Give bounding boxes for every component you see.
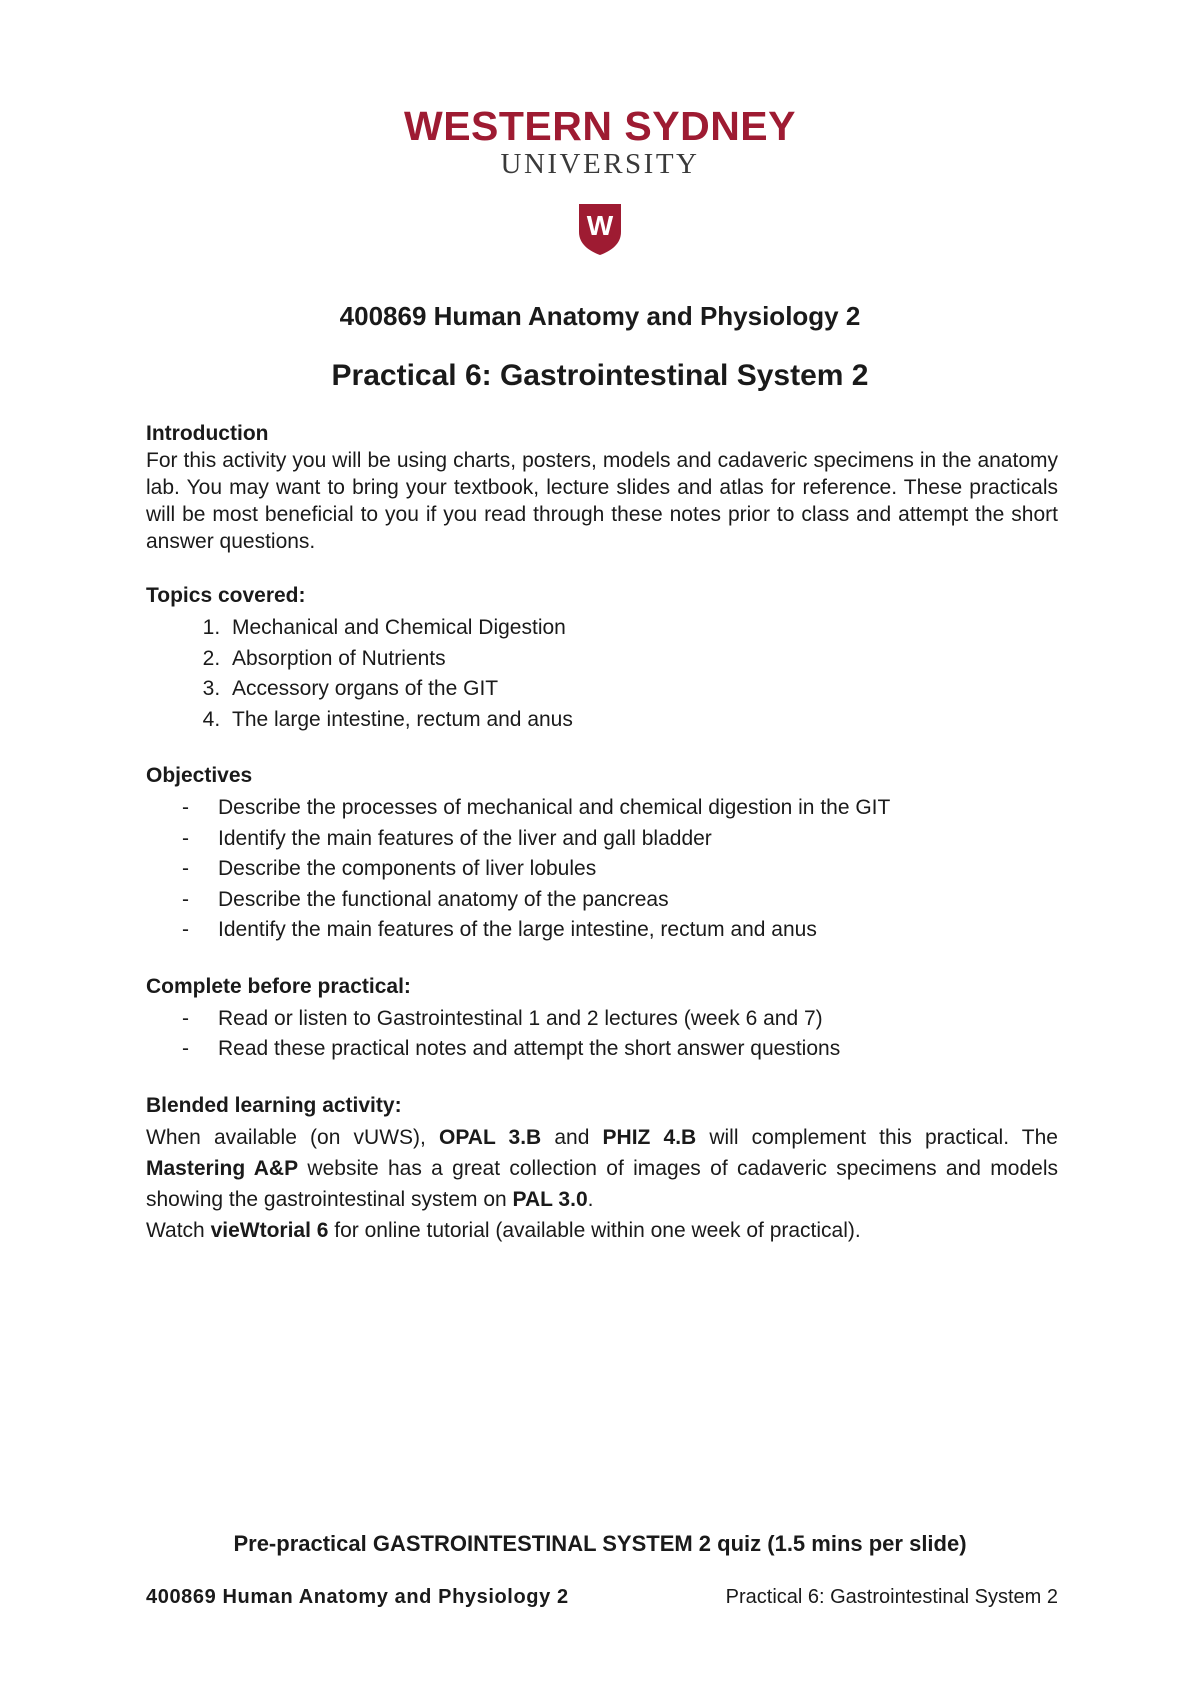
blended-paragraph <box>146 1122 1058 1215</box>
dash-bullet: - <box>182 1006 189 1030</box>
footer-practical: Practical 6: Gastrointestinal System 2 <box>725 1586 1058 1608</box>
page-footer <box>146 1586 1058 1614</box>
blended-text: Watch <box>146 1218 211 1242</box>
blended-phiz: PHIZ 4.B <box>602 1125 697 1149</box>
blended-heading: Blended learning activity: <box>146 1093 402 1117</box>
list-item: 2. Absorption of Nutrients <box>226 644 1058 675</box>
list-item: 1. Mechanical and Chemical Digestion <box>226 613 1058 644</box>
list-item-text: Describe the components of liver lobules <box>218 857 597 880</box>
objectives-heading: Objectives <box>146 764 253 787</box>
dash-bullet: - <box>182 796 189 819</box>
dash-bullet: - <box>182 887 189 911</box>
list-item-text: Describe the processes of mechanical and chemical digestion in the GIT <box>218 796 891 819</box>
complete-before-heading: Complete before practical: <box>146 974 411 998</box>
logo-wordmark-line2: UNIVERSITY <box>500 148 700 180</box>
complete-before-list <box>146 1004 1058 1065</box>
list-item <box>182 854 1058 885</box>
blended-text: and <box>541 1125 603 1149</box>
blended-pal: PAL 3.0 <box>512 1187 588 1211</box>
topics-heading: Topics covered: <box>146 584 306 607</box>
list-item <box>182 824 1058 855</box>
list-item-text: Read these practical notes and attempt the short answer questions <box>218 1037 841 1060</box>
blended-text: When available (on vUWS), <box>146 1125 439 1149</box>
list-item-text: Identify the main features of the large intestine, rectum and anus <box>218 918 817 941</box>
list-item-text: Describe the functional anatomy of the pancreas <box>218 887 669 911</box>
university-logo <box>0 104 1200 256</box>
introduction-heading: Introduction <box>146 422 269 445</box>
introduction-text: For this activity you will be using charts, posters, models and cadaveric specimens in the anatomy lab. You may want to bring your textbook, lecture slides and atlas for reference. These practicals will be most beneficial to you if you read through these notes prior to class and attempt the short answer questions. <box>146 449 1058 553</box>
objectives-list <box>146 793 1058 946</box>
list-item-text: Read or listen to Gastrointestinal 1 and 2 lectures (week 6 and 7) <box>218 1006 823 1030</box>
footer-course: 400869 Human Anatomy and Physiology 2 <box>146 1586 569 1608</box>
list-item: 3. Accessory organs of the GIT <box>226 674 1058 705</box>
list-item <box>182 915 1058 946</box>
dash-bullet: - <box>182 918 189 941</box>
blended-text: will complement this practical. The <box>696 1125 1058 1149</box>
blended-text: website has a great collection of images of cadaveric specimens and models showing the gastrointestinal system on <box>146 1156 1058 1211</box>
quiz-title: Pre-practical GASTROINTESTINAL SYSTEM 2 quiz (1.5 mins per slide) <box>233 1531 967 1556</box>
blended-text: . <box>587 1187 594 1211</box>
dash-bullet: - <box>182 857 189 880</box>
shield-icon <box>577 202 623 256</box>
list-item-text: Identify the main features of the liver and gall bladder <box>218 826 712 850</box>
shield-letter: W <box>586 210 614 241</box>
list-item <box>182 793 1058 824</box>
list-item: 4. The large intestine, rectum and anus <box>226 705 1058 736</box>
dash-bullet: - <box>182 826 189 850</box>
blended-opal: OPAL 3.B <box>439 1125 542 1149</box>
logo-wordmark-line1: WESTERN SYDNEY <box>404 103 796 149</box>
course-title: 400869 Human Anatomy and Physiology 2 <box>339 301 861 331</box>
list-item <box>182 1034 1058 1065</box>
blended-text: for online tutorial (available within one week of practical). <box>328 1218 861 1242</box>
blended-paragraph-2 <box>146 1215 1058 1246</box>
list-item <box>182 1004 1058 1035</box>
blended-mastering: Mastering A&P <box>146 1156 299 1180</box>
practical-title: Practical 6: Gastrointestinal System 2 <box>331 359 869 392</box>
blended-viewtorial: vieWtorial 6 <box>210 1218 329 1242</box>
topics-list <box>146 613 1058 735</box>
main-content <box>146 420 1058 1246</box>
list-item <box>182 885 1058 916</box>
dash-bullet: - <box>182 1037 189 1060</box>
